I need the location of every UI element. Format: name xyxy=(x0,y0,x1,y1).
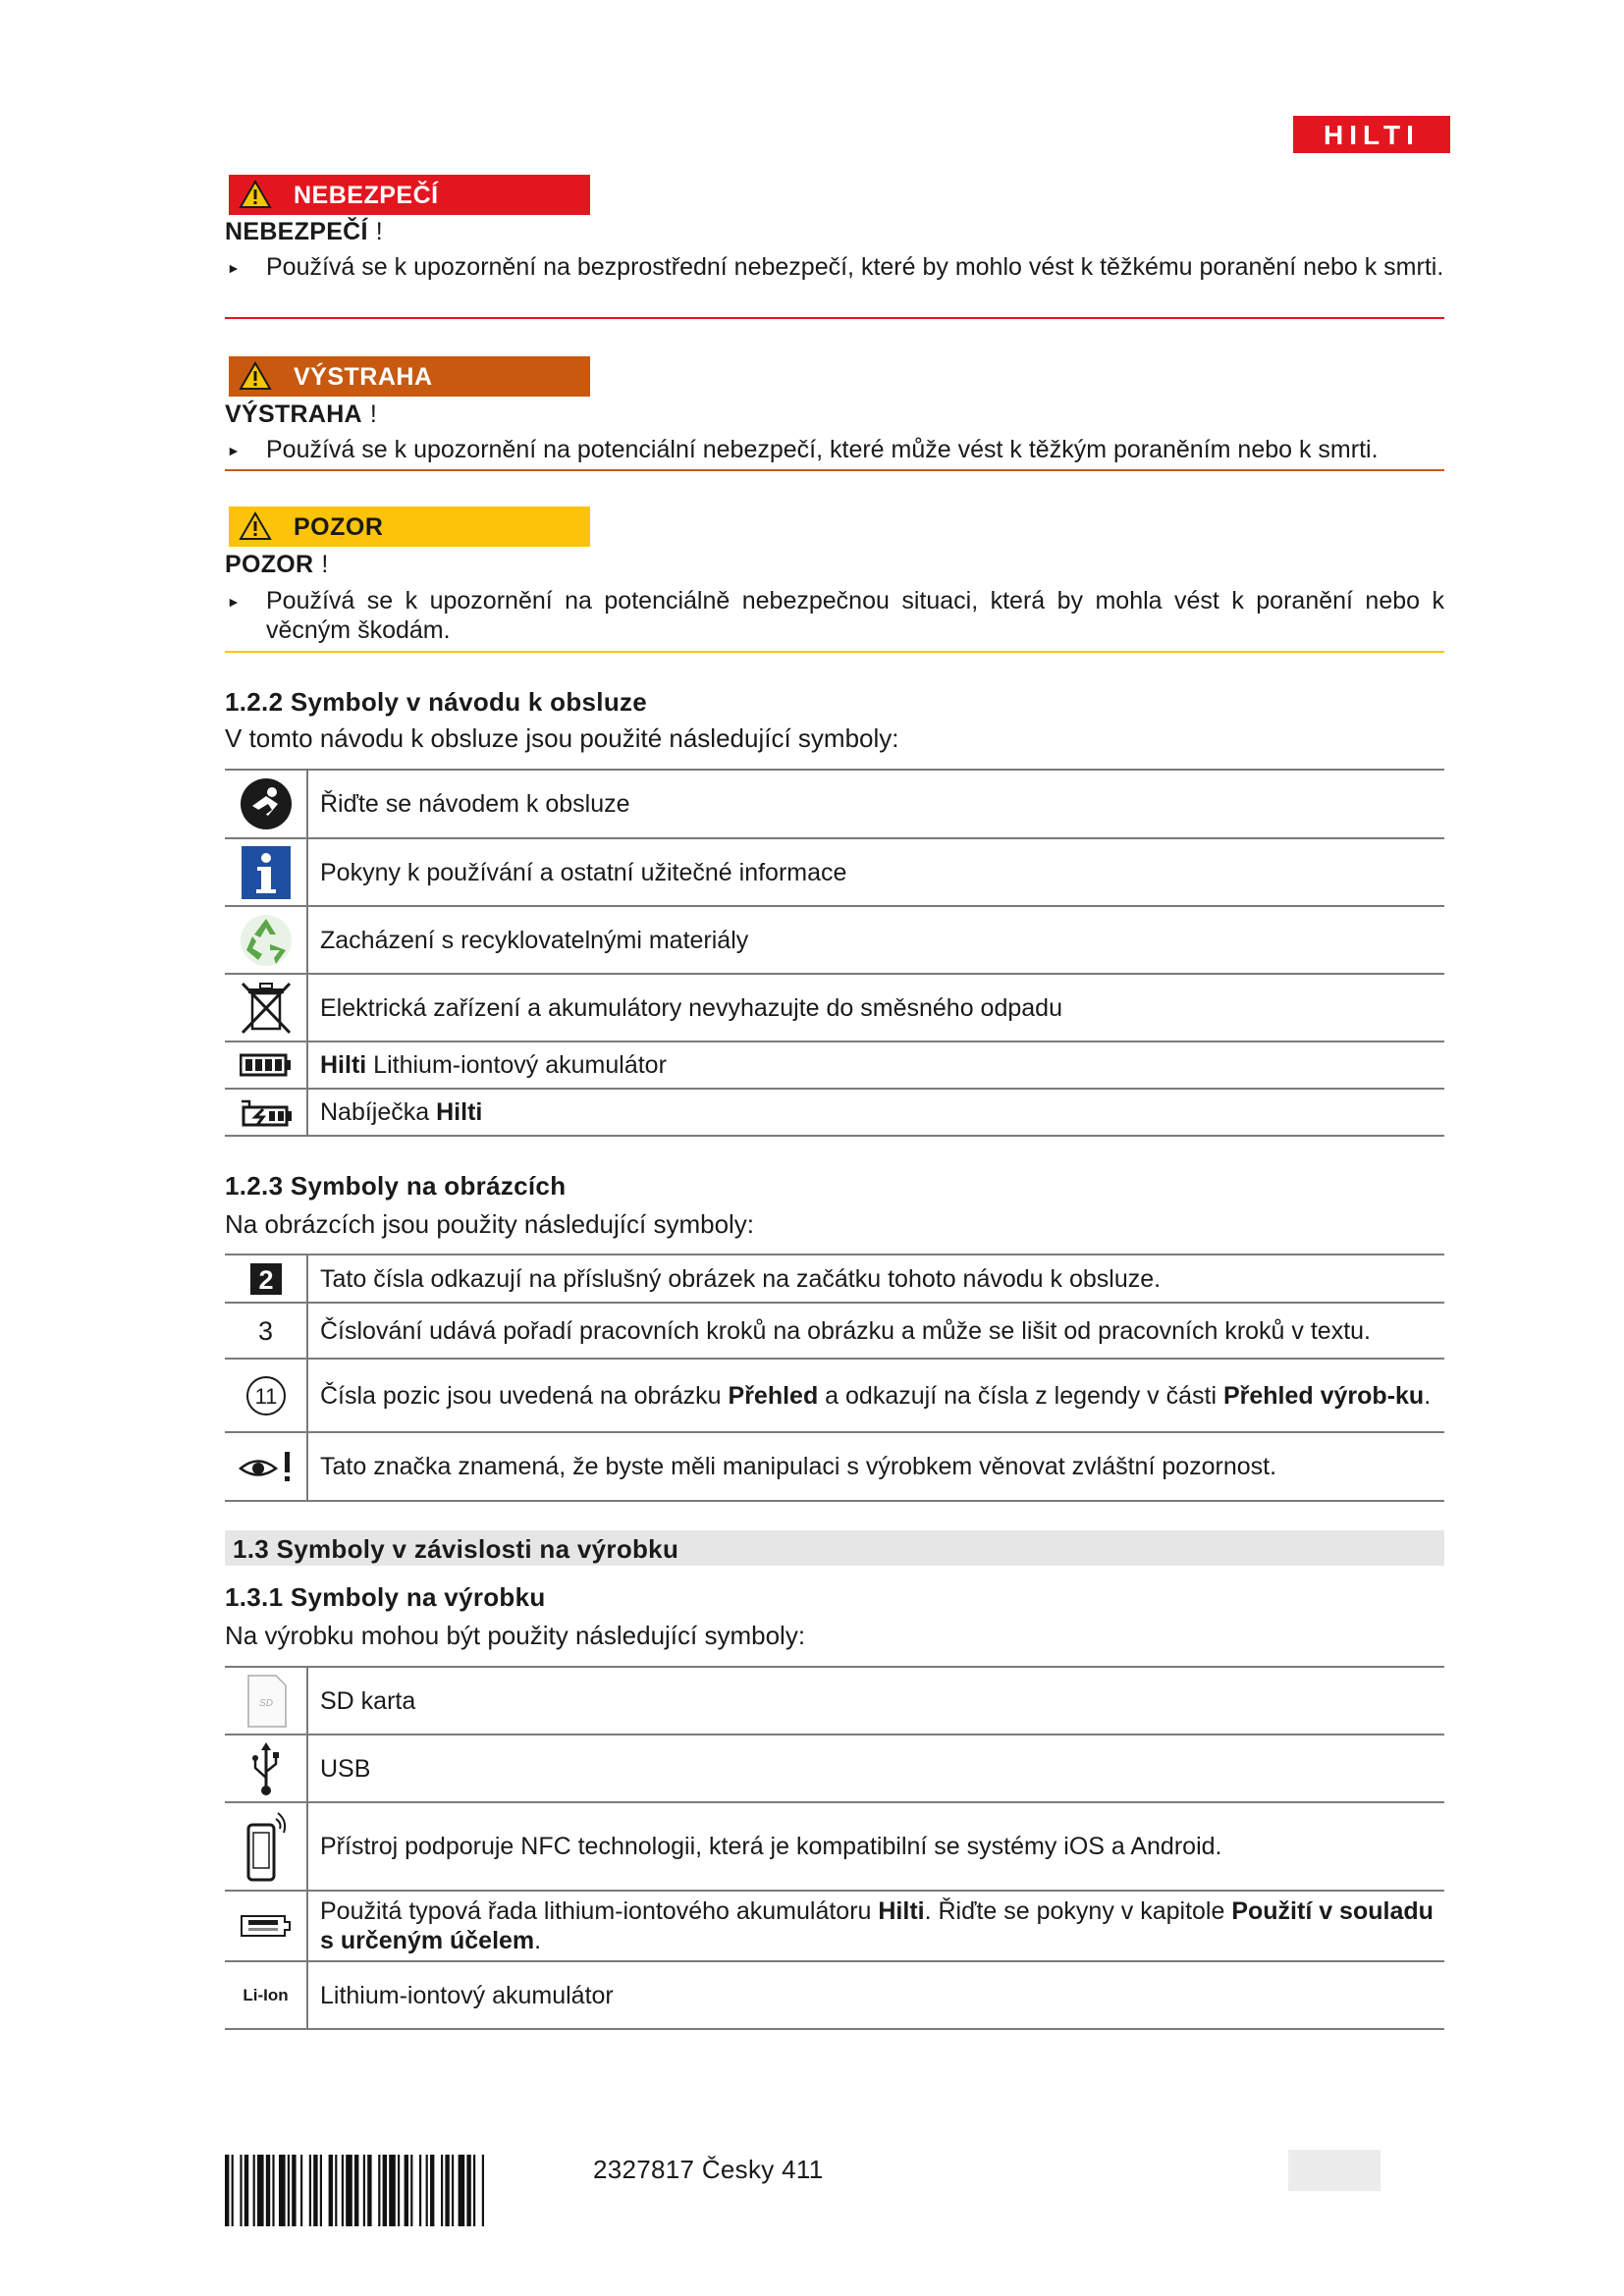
table-row xyxy=(225,1089,1444,1136)
bullet-icon: ► xyxy=(227,260,241,276)
danger-title-text: NEBEZPEČÍ xyxy=(225,218,368,245)
nfc-phone-icon xyxy=(243,1809,290,1884)
barcode-bar xyxy=(473,2155,475,2226)
table-row xyxy=(225,974,1444,1041)
barcode-bar xyxy=(313,2155,317,2226)
hilti-logo xyxy=(1293,116,1450,153)
warning-triangle-icon xyxy=(239,180,272,209)
barcode-bar xyxy=(466,2155,470,2226)
barcode-bar xyxy=(354,2155,358,2226)
logo-text: HILTI xyxy=(1324,120,1420,150)
brand-name: Hilti xyxy=(320,1051,367,1079)
danger-label: NEBEZPEČÍ xyxy=(294,182,439,209)
barcode-bar xyxy=(266,2155,270,2226)
warning-title-text: VÝSTRAHA xyxy=(225,400,362,428)
caution-title xyxy=(225,551,329,579)
symbols-figures-table xyxy=(225,1254,1444,1502)
barcode-bar xyxy=(257,2155,264,2226)
section-131-intro: Na výrobku mohou být použity následující symboly: xyxy=(225,1621,806,1650)
warning-label: VÝSTRAHA xyxy=(294,363,433,391)
barcode-icon xyxy=(225,2155,565,2226)
barcode-bar xyxy=(342,2155,344,2226)
barcode-bar xyxy=(389,2155,396,2226)
table-cell-text: Číslování udává pořadí pracovních kroků na obrázku a může se lišit od pracovních kroků v textu. xyxy=(320,1316,1371,1345)
barcode-bar xyxy=(225,2155,229,2226)
cell-text-part: a odkazují na čísla z legendy v části xyxy=(818,1381,1223,1410)
table-cell-text: Lithium-iontový akumulátor xyxy=(320,1981,614,2009)
danger-mark: ! xyxy=(375,218,384,245)
symbols-product-table xyxy=(225,1666,1444,2030)
barcode-bar xyxy=(363,2155,365,2226)
caution-label: POZOR xyxy=(294,513,384,541)
section-122-heading: 1.2.2 Symboly v návodu k obsluze xyxy=(225,687,648,717)
barcode-bar xyxy=(335,2155,337,2226)
barcode-bar xyxy=(452,2155,454,2226)
table-row xyxy=(225,1802,1444,1891)
recycle-icon xyxy=(239,913,294,968)
table-row xyxy=(225,1735,1444,1802)
barcode-bar xyxy=(441,2155,443,2226)
table-cell-text: Tato čísla odkazují na příslušný obrázek na začátku tohoto návodu k obsluze. xyxy=(320,1264,1162,1293)
barcode-bar xyxy=(367,2155,371,2226)
caution-divider xyxy=(225,651,1444,653)
table-row xyxy=(225,1255,1444,1303)
cell-text-part: . xyxy=(534,1927,542,1954)
brand-name: Hilti xyxy=(436,1098,483,1126)
table-cell-text: Elektrická zařízení a akumulátory nevyhazujte do směsného odpadu xyxy=(320,993,1062,1022)
warning-triangle-icon xyxy=(239,511,272,541)
table-row xyxy=(225,1359,1444,1432)
table-cell-text xyxy=(307,1359,1444,1432)
battery-icon xyxy=(240,1053,293,1077)
caution-signal-bar xyxy=(229,507,590,547)
cell-text-part: Čísla pozic jsou uvedená na obrázku xyxy=(320,1381,729,1410)
caution-mark: ! xyxy=(321,551,329,578)
bullet-icon: ► xyxy=(227,443,241,458)
table-row xyxy=(225,770,1444,838)
footer-page-info: 2327817 Česky 411 xyxy=(593,2155,824,2184)
table-row xyxy=(225,906,1444,974)
cell-text-part: . xyxy=(1424,1381,1432,1410)
caution-text: Používá se k upozornění na potenciálně nebezpečnou situaci, která by mohla vést k poranění nebo k věcným škodám. xyxy=(266,587,1444,644)
table-cell-text: Řiďte se návodem k obsluze xyxy=(320,790,630,818)
figure-number-icon xyxy=(249,1262,283,1296)
barcode-bar xyxy=(288,2155,290,2226)
barcode-bar xyxy=(329,2155,333,2226)
warning-text: Používá se k upozornění na potenciální nebezpečí, které může vést k těžkým poraněním nebo k smrti. xyxy=(266,436,1379,463)
barcode-bar xyxy=(279,2155,286,2226)
usb-icon xyxy=(251,1740,281,1797)
cell-text-bold: Použití v souladu s určeným účelem xyxy=(320,1897,1434,1954)
table-row xyxy=(225,838,1444,906)
cell-text-bold: Hilti xyxy=(878,1897,925,1925)
barcode-bar xyxy=(410,2155,412,2226)
barcode-bar xyxy=(459,2155,465,2226)
svg-text:SD: SD xyxy=(258,1697,273,1709)
table-cell-text xyxy=(307,1891,1444,1961)
barcode-bar xyxy=(405,2155,408,2226)
manual-icon xyxy=(239,776,294,831)
caution-title-text: POZOR xyxy=(225,551,314,578)
cell-text-part: Použitá typová řada lithium-iontového akumulátoru xyxy=(320,1897,879,1925)
section-13-heading: 1.3 Symboly v závislosti na výrobku xyxy=(233,1534,679,1564)
attention-eye-icon xyxy=(237,1450,296,1483)
table-cell-text xyxy=(307,1041,1444,1089)
warning-title xyxy=(225,400,377,429)
table-cell-text: Tato značka znamená, že byste měli manipulaci s výrobkem věnovat zvláštní pozornost. xyxy=(320,1453,1277,1480)
cell-text-part: . Řiďte se pokyny v kapitole xyxy=(924,1897,1232,1925)
battery-label: Lithium-iontový akumulátor xyxy=(373,1051,667,1079)
barcode-bar xyxy=(378,2155,380,2226)
barcode-bar xyxy=(320,2155,322,2226)
info-icon xyxy=(241,845,292,900)
barcode-bar xyxy=(426,2155,428,2226)
sd-card-icon xyxy=(244,1674,288,1729)
bullet-icon: ► xyxy=(227,594,241,610)
barcode-bar xyxy=(482,2155,484,2226)
crossed-bin-icon xyxy=(239,980,294,1037)
barcode-bar xyxy=(240,2155,242,2226)
barcode-bar xyxy=(346,2155,352,2226)
position-number-icon xyxy=(245,1375,287,1416)
cell-text-bold: Přehled xyxy=(728,1381,819,1410)
table-cell-text: Přístroj podporuje NFC technologii, která je kompatibilní se systémy iOS a Android. xyxy=(320,1833,1222,1860)
table-cell-text xyxy=(307,1089,1444,1136)
danger-title xyxy=(225,218,383,246)
danger-text: Používá se k upozornění na bezprostřední nebezpečí, které by mohlo vést k těžkému poranění nebo k smrti. xyxy=(266,253,1444,281)
table-cell-text: Pokyny k používání a ostatní užitečné informace xyxy=(320,858,847,886)
table-cell-text: Zacházení s recyklovatelnými materiály xyxy=(320,926,749,954)
table-row xyxy=(225,1891,1444,1961)
barcode-bar xyxy=(419,2155,421,2226)
li-ion-icon: Li-Ion xyxy=(225,1961,307,2029)
position-number-text: 11 xyxy=(254,1383,277,1409)
table-row xyxy=(225,1303,1444,1359)
table-cell-text: SD karta xyxy=(320,1686,416,1715)
table-row xyxy=(225,1961,1444,2029)
symbols-manual-table xyxy=(225,769,1444,1137)
barcode-bar xyxy=(430,2155,434,2226)
step-number-icon: 3 xyxy=(225,1303,307,1359)
table-row xyxy=(225,1041,1444,1089)
barcode-bar xyxy=(232,2155,234,2226)
section-123-heading: 1.2.3 Symboly na obrázcích xyxy=(225,1171,567,1201)
barcode-bar xyxy=(445,2155,449,2226)
warning-divider xyxy=(225,469,1444,471)
footer-marker xyxy=(1288,2150,1380,2191)
battery-series-icon xyxy=(240,1913,293,1939)
figure-number-text: 2 xyxy=(257,1264,274,1295)
table-row xyxy=(225,1432,1444,1501)
charger-icon xyxy=(238,1097,295,1127)
section-122-intro: V tomto návodu k obsluze jsou použité následující symboly: xyxy=(225,723,899,753)
barcode-bar xyxy=(309,2155,311,2226)
barcode-bar xyxy=(292,2155,296,2226)
barcode-bar xyxy=(272,2155,274,2226)
barcode-bar xyxy=(300,2155,302,2226)
table-row xyxy=(225,1667,1444,1735)
barcode-bar xyxy=(398,2155,400,2226)
table-cell-text: USB xyxy=(320,1754,371,1783)
section-123-intro: Na obrázcích jsou použity následující symboly: xyxy=(225,1209,755,1239)
barcode-bar xyxy=(383,2155,387,2226)
warning-triangle-icon xyxy=(239,361,272,391)
danger-signal-bar xyxy=(229,175,590,215)
charger-label: Nabíječka xyxy=(320,1098,430,1126)
cell-text-bold: Přehled výrob-ku xyxy=(1222,1381,1425,1410)
warning-mark: ! xyxy=(369,400,378,428)
section-13-heading-bar xyxy=(225,1530,1444,1566)
warning-signal-bar xyxy=(229,356,590,397)
danger-divider xyxy=(225,317,1444,319)
section-131-heading: 1.3.1 Symboly na výrobku xyxy=(225,1582,546,1612)
barcode-bar xyxy=(253,2155,255,2226)
barcode-bar xyxy=(244,2155,248,2226)
